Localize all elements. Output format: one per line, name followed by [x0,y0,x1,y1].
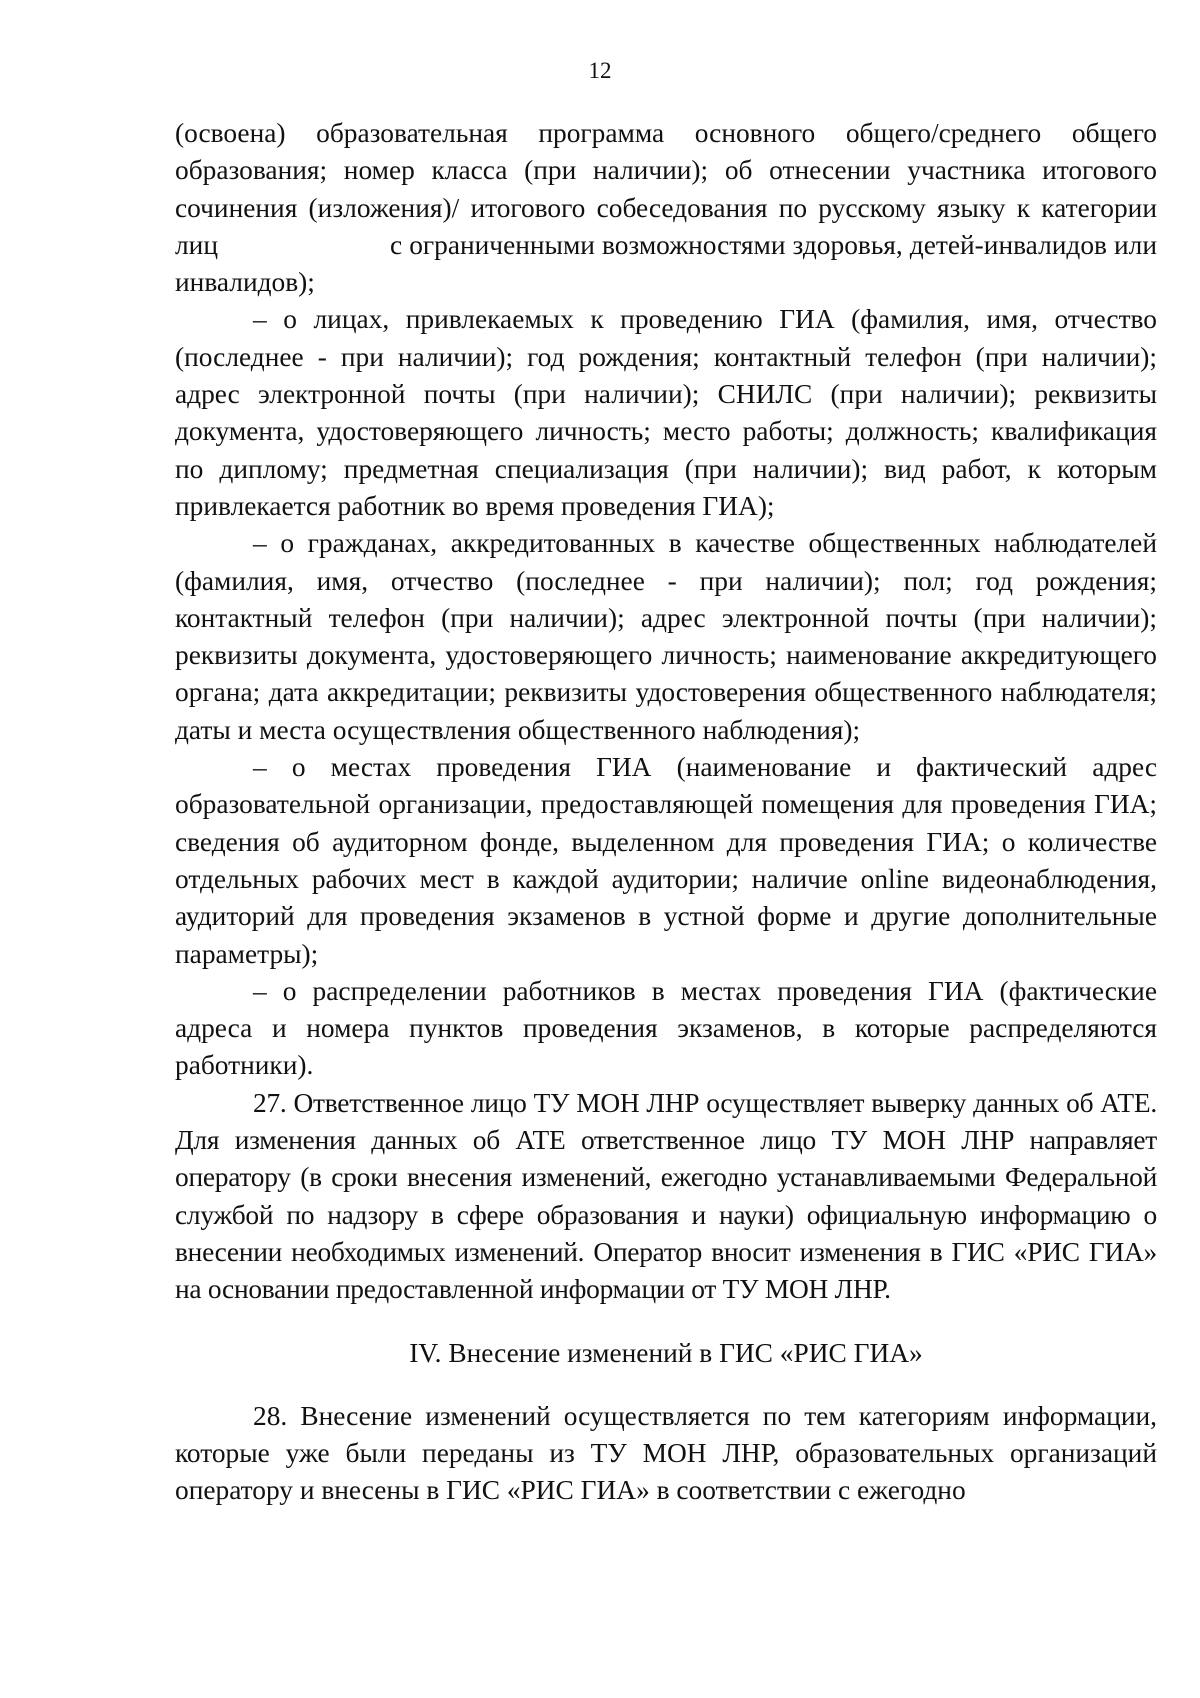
section-heading: IV. Внесение изменений в ГИС «РИС ГИА» [409,1337,923,1368]
paragraph-text: с ограниченными возможностями здоровья, детей-инвалидов или инвалидов); [175,229,1157,298]
paragraph-staff-distribution: – о распределении работников в местах проведения ГИА (фактические адреса и номера пунктов проведения экзаменов, в которые распределяются работники). [175,975,1157,1081]
paragraph-item-27: 27. Ответственное лицо ТУ МОН ЛНР осуществляет выверку данных об АТЕ. Для изменения данных об АТЕ ответственное лицо ТУ МОН ЛНР направляет оператору (в сроки внесения изменений, ежегодно устанавливаемыми Федеральной службой по надзору в сфере образования и науки) официальную информацию о внесении необходимых изменений. Оператор вносит изменения в ГИС «РИС ГИА» на основании предоставленной информации от ТУ МОН ЛНР. [175,1087,1157,1305]
paragraph-participant-categories [175,115,1157,301]
paragraph-item-28: 28. Внесение изменений осуществляется по тем категориям информации, которые уже были переданы из ТУ МОН ЛНР, образовательных организаций оператору и внесены в ГИС «РИС ГИА» в соответствии с ежегодно [175,1400,1157,1506]
paragraph-public-observers: – о гражданах, аккредитованных в качестве общественных наблюдателей (фамилия, имя, отчество (последнее - при наличии); пол; год рождения; контактный телефон (при наличии); адрес электронной почты (при наличии); реквизиты документа, удостоверяющего личность; наименование аккредитующего органа; дата аккредитации; реквизиты удостоверения общественного наблюдателя; даты и места осуществления общественного наблюдения); [175,528,1157,745]
paragraph-involved-persons: – о лицах, привлекаемых к проведению ГИА (фамилия, имя, отчество (последнее - при наличии); год рождения; контактный телефон (при наличии); адрес электронной почты (при наличии); СНИЛС (при наличии); реквизиты документа, удостоверяющего личность; место работы; должность; квалификация по диплому; предметная специализация (при наличии); вид работ, к которым привлекается работник во время проведения ГИА); [175,304,1157,521]
paragraph-text: (освоена) образовательная программа основного общего/среднего общего образования; номер класса (при наличии); об отнесении участника итогового сочинения (изложения)/ итогового собеседования по русскому языку к категории лиц [175,118,1157,260]
page-number: 12 [588,58,612,83]
paragraph-exam-locations: – о местах проведения ГИА (наименование и фактический адрес образовательной организации, предоставляющей помещения для проведения ГИА; сведения об аудиторном фонде, выделенном для проведения ГИА; о количестве отдельных рабочих мест в каждой аудитории; наличие online видеонаблюдения, аудиторий для проведения экзаменов в устной форме и другие дополнительные параметры); [175,752,1157,969]
document-body [175,115,1157,1510]
